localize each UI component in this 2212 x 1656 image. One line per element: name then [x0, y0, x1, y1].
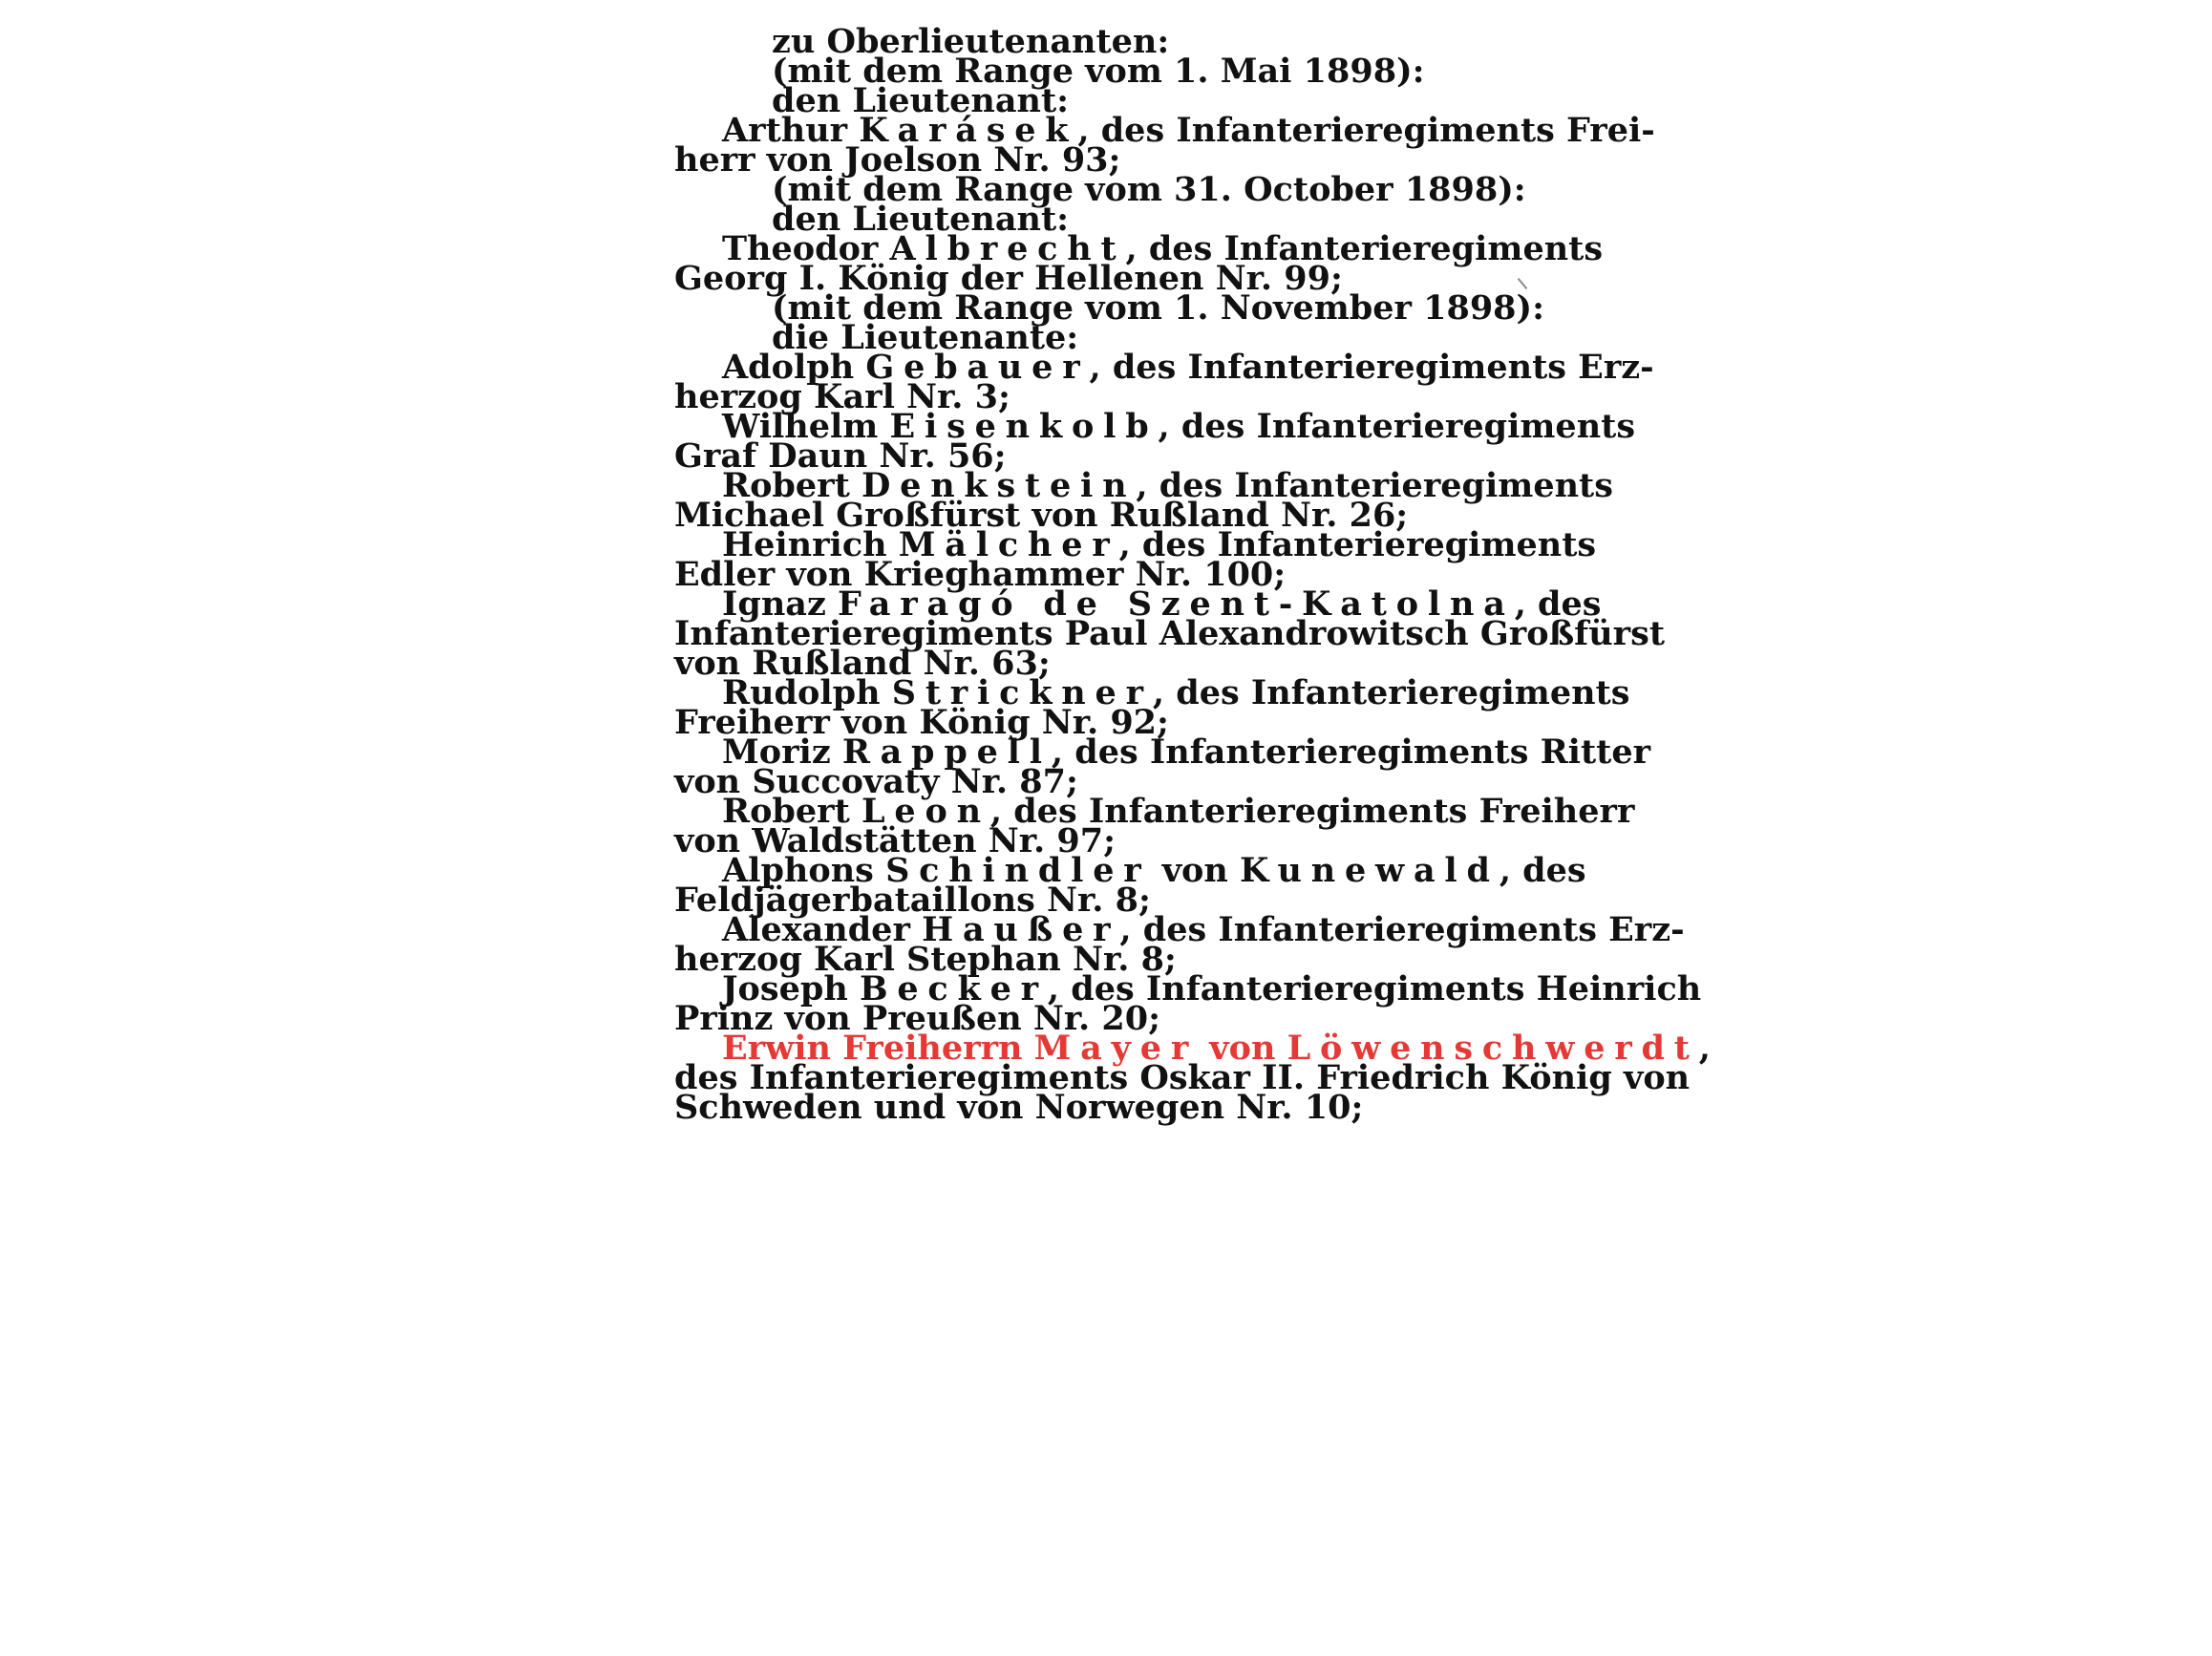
entry-continuation: Michael Großfürst von Rußland Nr. 26;: [674, 496, 1409, 535]
entry-continuation: von Rußland Nr. 63;: [674, 644, 1051, 683]
rank-date: (mit dem Range vom 1. Mai 1898):: [772, 52, 1425, 91]
rank-date: (mit dem Range vom 31. October 1898):: [772, 170, 1526, 209]
rank-label: den Lieutenant:: [772, 81, 1070, 120]
document-page: [674, 21, 1711, 1656]
entry-continuation: des Infanterieregiments Oskar II. Friedrich König von: [674, 1058, 1691, 1097]
entry-continuation: herzog Karl Stephan Nr. 8;: [674, 940, 1177, 979]
highlighted-entry-name: Erwin Freiherrn Mayer von Löwenschwerdt,: [722, 1029, 1711, 1068]
entry-first-line: Robert Denkstein, des Infanterieregiments: [722, 466, 1613, 505]
entry-continuation: Infanterieregiments Paul Alexandrowitsch Großfürst: [674, 614, 1665, 653]
entry-first-line: Wilhelm Eisenkolb, des Infanterieregiments: [722, 407, 1636, 446]
rank-label: die Lieutenante:: [772, 318, 1079, 357]
entry-continuation: Feldjägerbataillons Nr. 8;: [674, 881, 1151, 920]
rank-label: den Lieutenant:: [772, 200, 1070, 239]
entry-first-line: Joseph Becker, des Infanterieregiments Heinrich: [722, 969, 1702, 1008]
entry-first-line: Moriz Rappell, des Infanterieregiments Ritter: [722, 732, 1651, 772]
entry-first-line: Alexander Haußer, des Infanterieregiments Erz-: [722, 910, 1685, 949]
entry-continuation: Georg I. König der Hellenen Nr. 99;: [674, 259, 1343, 298]
entry-continuation: Edler von Krieghammer Nr. 100;: [674, 555, 1287, 594]
entry-first-line: Robert Leon, des Infanterieregiments Freiherr: [722, 792, 1635, 831]
entry-continuation: Prinz von Preußen Nr. 20;: [674, 999, 1161, 1038]
rank-date: (mit dem Range vom 1. November 1898):: [772, 288, 1544, 328]
entry-continuation: Freiherr von König Nr. 92;: [674, 703, 1169, 742]
entry-first-line: Alphons Schindler von Kunewald, des: [722, 851, 1586, 890]
section-heading: zu Oberlieutenanten:: [772, 22, 1170, 61]
entry-continuation: Graf Daun Nr. 56;: [674, 436, 1007, 476]
entry-first-line: Heinrich Mälcher, des Infanterieregiments: [722, 525, 1597, 564]
entry-continuation: von Waldstätten Nr. 97;: [674, 821, 1117, 860]
entry-continuation: herr von Joelson Nr. 93;: [674, 140, 1121, 180]
entry-continuation: von Succovaty Nr. 87;: [674, 762, 1078, 801]
entry-first-line: Adolph Gebauer, des Infanterieregiments Erz-: [722, 348, 1654, 387]
entry-continuation: herzog Karl Nr. 3;: [674, 377, 1010, 416]
entry-first-line: Theodor Albrecht, des Infanterieregiments: [722, 229, 1604, 268]
entry-continuation: Schweden und von Norwegen Nr. 10;: [674, 1088, 1364, 1127]
entry-first-line: Rudolph Strickner, des Infanterieregiments: [722, 673, 1630, 712]
entry-first-line: Arthur Karásek, des Infanterieregiments Frei-: [722, 111, 1655, 150]
entry-first-line: Ignaz Faragó de Szent-Katolna, des: [722, 584, 1602, 624]
